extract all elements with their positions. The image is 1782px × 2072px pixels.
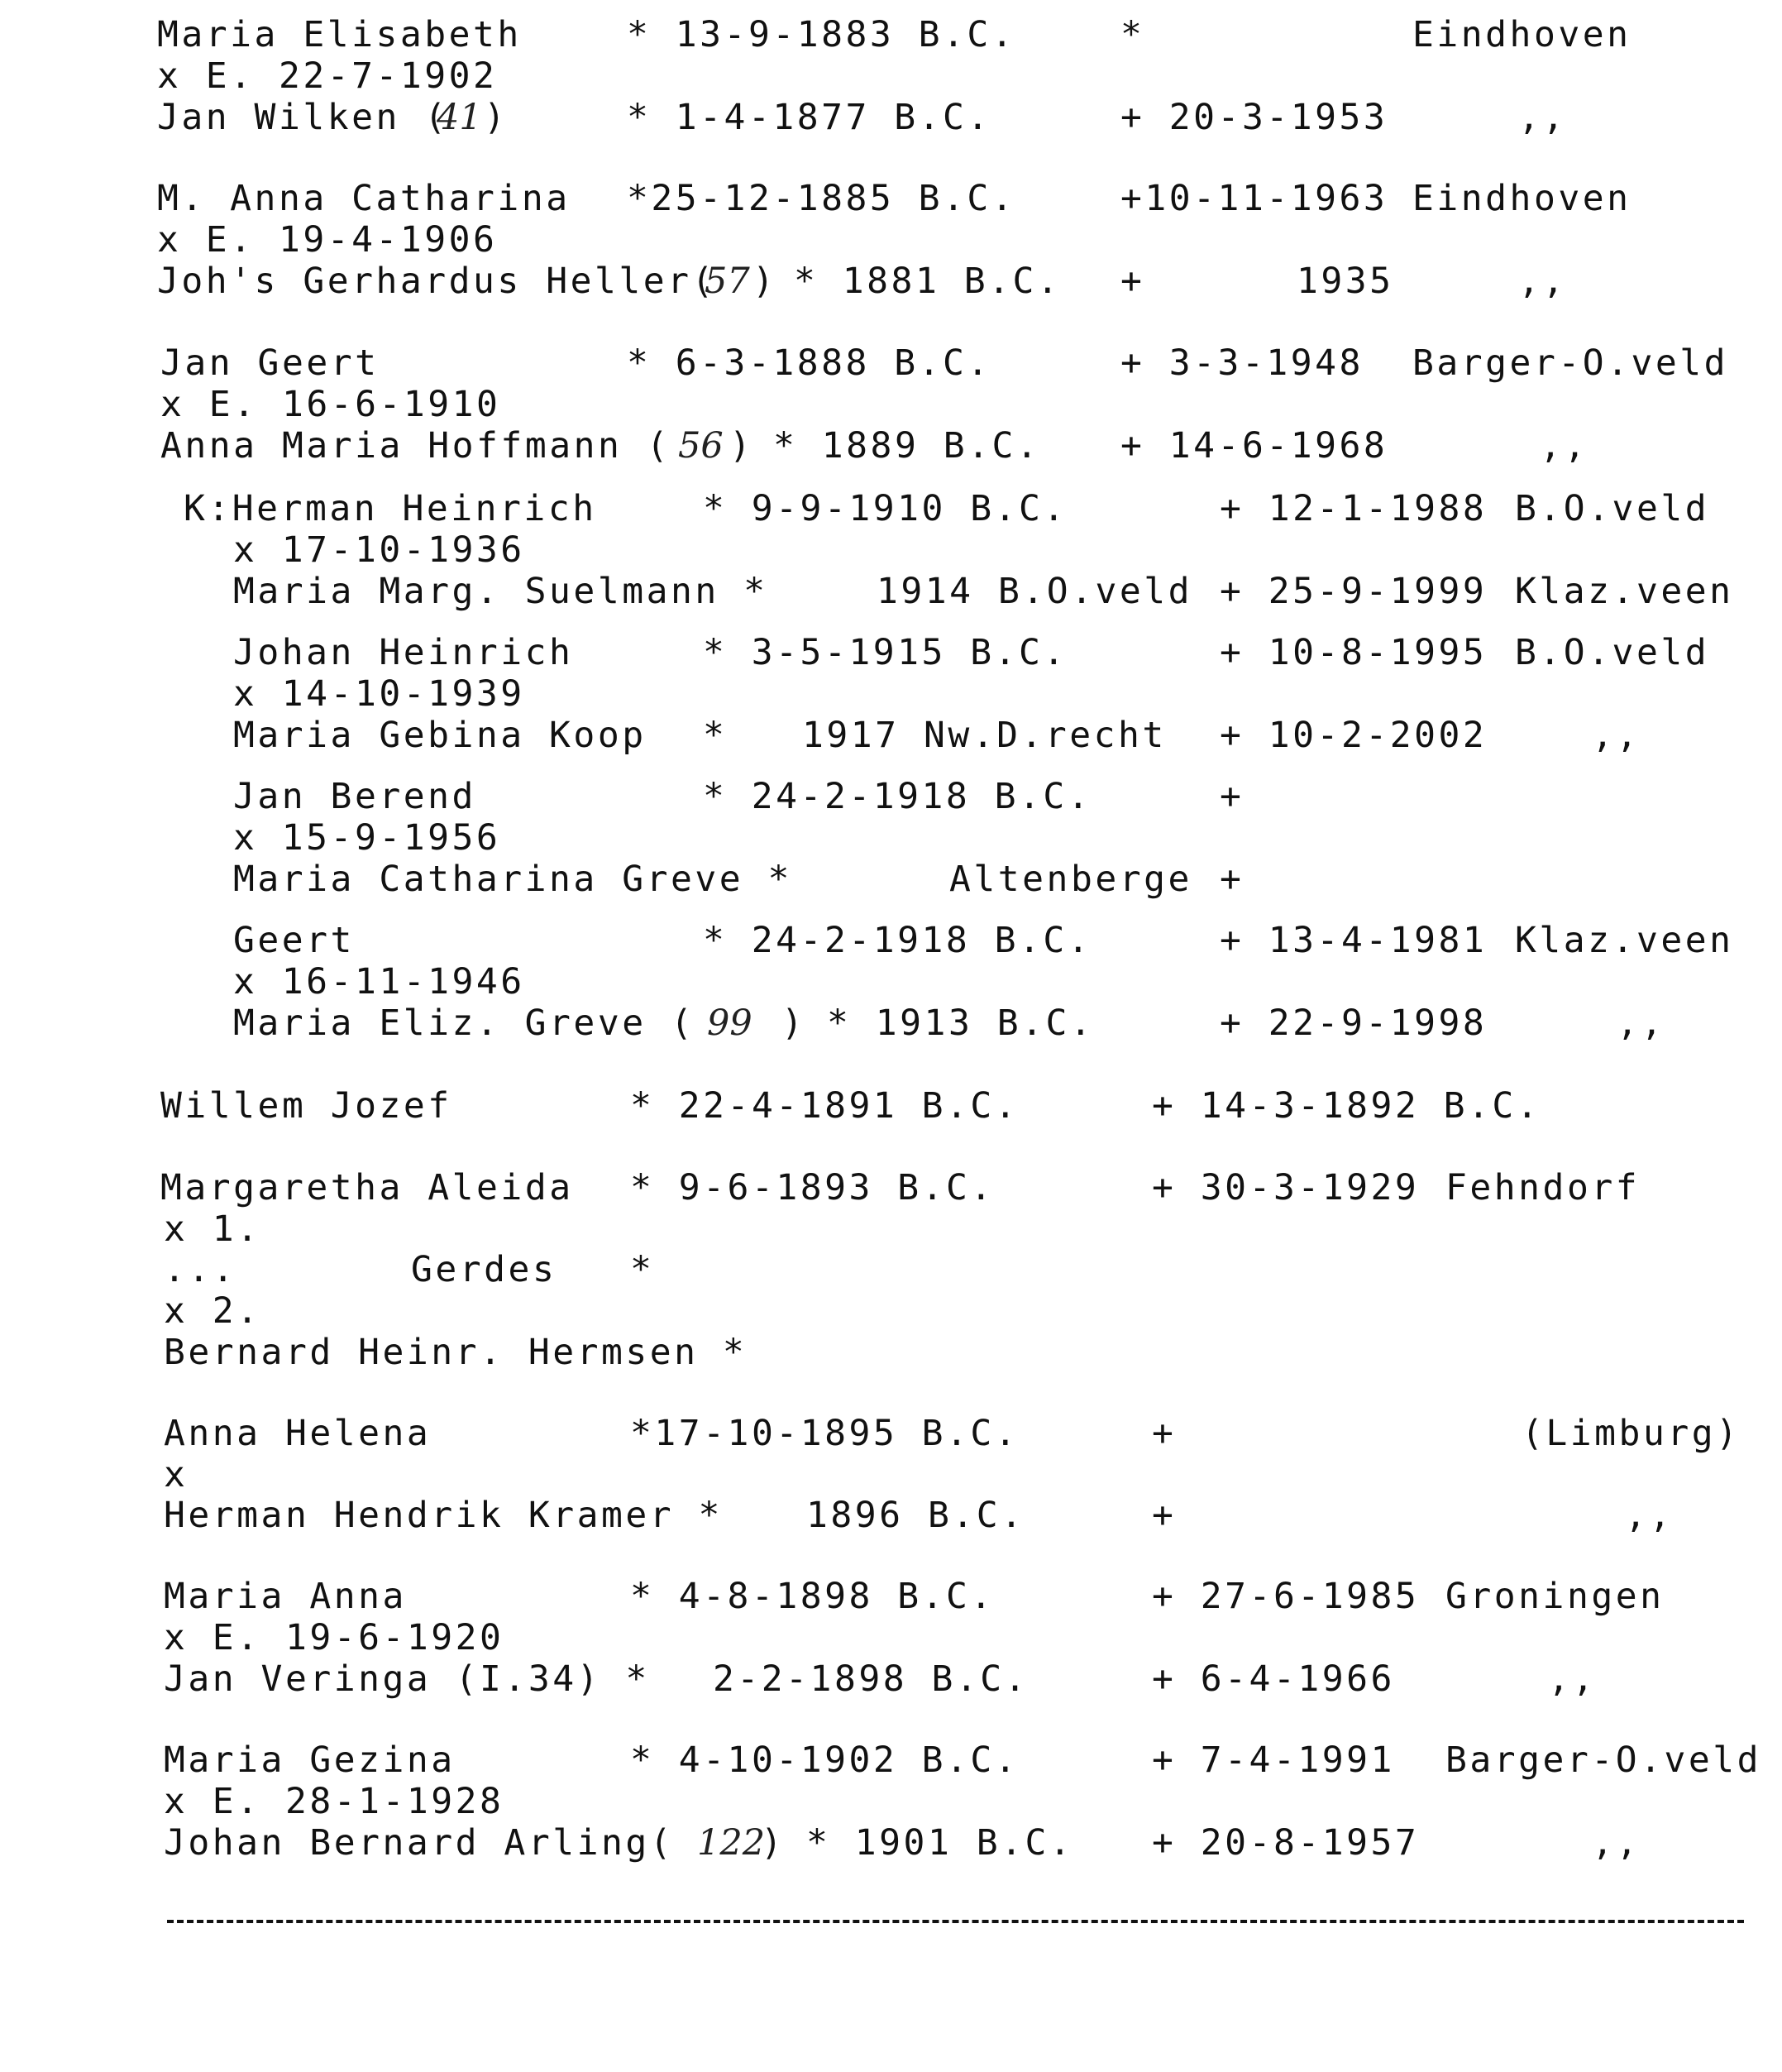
entry-line	[0, 1166, 1782, 1213]
spouse-birth: * 1-4-1877 B.C.	[627, 97, 991, 138]
marriage-date: x E. 28-1-1928	[164, 1781, 504, 1822]
child-line	[0, 919, 1782, 965]
spouse-birth: 2-2-1898 B.C.	[713, 1658, 1030, 1700]
place: Barger-O.veld	[1445, 1739, 1762, 1781]
entry-line	[0, 1739, 1782, 1785]
child-spouse-place: ,,	[1617, 1003, 1665, 1044]
child-spouse-line	[0, 1002, 1782, 1048]
entry-line	[0, 13, 1782, 60]
marriage-date: x E. 19-6-1920	[164, 1617, 504, 1658]
child-birth: * 9-9-1910 B.C.	[703, 488, 1068, 529]
child-marriage-line	[0, 529, 1782, 575]
ref-close: )	[761, 1822, 786, 1864]
entry-line	[0, 1412, 1782, 1458]
marriage-line	[0, 1453, 1782, 1500]
person-name: Maria Elisabeth	[157, 14, 522, 55]
spouse-1-birth: *	[630, 1249, 655, 1290]
person-name: Margaretha Aleida	[160, 1167, 574, 1208]
child-marriage-date: x 14-10-1939	[233, 673, 525, 715]
death-date: + 30-3-1929	[1152, 1167, 1420, 1208]
spouse-death: + 14-6-1968	[1120, 425, 1388, 467]
marriage-line	[0, 218, 1782, 265]
handwritten-ref: 56	[678, 425, 724, 467]
spouse-death: + 6-4-1966	[1152, 1658, 1395, 1700]
child-death: + 10-8-1995	[1220, 632, 1488, 673]
spouse-line	[0, 1658, 1782, 1704]
birth-date: * 13-9-1883 B.C.	[627, 14, 1016, 55]
spouse-place: ,,	[1548, 1658, 1597, 1700]
person-name: Maria Gezina	[164, 1739, 456, 1781]
marriage-line	[0, 1616, 1782, 1663]
spouse-death: + 20-3-1953	[1120, 97, 1388, 138]
spouse-place: ,,	[1592, 1822, 1641, 1864]
handwritten-ref: 99	[707, 1003, 752, 1044]
child-spouse-line	[0, 858, 1782, 904]
child-spouse-line	[0, 714, 1782, 760]
birth-date: * 6-3-1888 B.C.	[627, 342, 991, 384]
death-date: + 7-4-1991	[1152, 1739, 1395, 1781]
child-death: +	[1220, 776, 1245, 817]
place: Eindhoven	[1412, 178, 1632, 219]
child-spouse-name: Maria Gebina Koop	[233, 715, 647, 756]
child-spouse-name: Maria Catharina Greve *	[233, 859, 792, 900]
spouse-birth: * 1881 B.C.	[794, 261, 1062, 302]
death-date: + 14-3-1892 B.C.	[1152, 1085, 1541, 1127]
child-spouse-name: Maria Eliz. Greve (	[233, 1003, 695, 1044]
birth-date: *17-10-1895 B.C.	[630, 1413, 1020, 1454]
child-marriage-date: x 16-11-1946	[233, 961, 525, 1003]
birth-date: * 9-6-1893 B.C.	[630, 1167, 995, 1208]
spouse-place: ,,	[1540, 425, 1589, 467]
entry-line	[0, 342, 1782, 388]
marriage-line	[0, 1780, 1782, 1826]
spouse-line	[0, 1494, 1782, 1540]
child-spouse-birth: Altenberge	[949, 859, 1192, 900]
child-line	[0, 487, 1782, 534]
person-name: Jan Geert	[160, 342, 380, 384]
child-name: K:Herman Heinrich	[184, 488, 597, 529]
marriage-date: x E. 22-7-1902	[157, 55, 498, 97]
spouse-place: ,,	[1518, 261, 1567, 302]
child-spouse-birth: * 1913 B.C.	[827, 1003, 1095, 1044]
child-death: + 13-4-1981	[1220, 920, 1488, 961]
child-spouse-death: + 25-9-1999	[1220, 571, 1488, 612]
place: Eindhoven	[1412, 14, 1632, 55]
child-marriage-date: x 17-10-1936	[233, 529, 525, 571]
spouse-death: + 20-8-1957	[1152, 1822, 1420, 1864]
marriage-line	[0, 55, 1782, 101]
marriage-line	[0, 383, 1782, 429]
spouse-line	[0, 1248, 1782, 1294]
ref-close: )	[484, 97, 509, 138]
entry-line	[0, 1575, 1782, 1621]
spouse-place: ,,	[1625, 1495, 1674, 1536]
marriage-date: x E. 16-6-1910	[160, 384, 501, 425]
child-spouse-place: ,,	[1592, 715, 1641, 756]
spouse-birth: * 1889 B.C.	[773, 425, 1041, 467]
death-date: + 3-3-1948	[1120, 342, 1364, 384]
spouse-1-unknown: ...	[164, 1249, 237, 1290]
child-spouse-birth: 1917 Nw.D.recht	[802, 715, 1167, 756]
child-death: + 12-1-1988	[1220, 488, 1488, 529]
spouse-2-name: Bernard Heinr. Hermsen *	[164, 1332, 748, 1373]
spouse-birth: * 1901 B.C.	[806, 1822, 1074, 1864]
child-spouse-star: *	[703, 715, 728, 756]
ref-close: )	[729, 425, 754, 467]
place: Fehndorf	[1445, 1167, 1641, 1208]
spouse-line	[0, 260, 1782, 306]
death-date: +	[1152, 1413, 1177, 1454]
place: (Limburg)	[1522, 1413, 1741, 1454]
spouse-line	[0, 1821, 1782, 1868]
spouse-death: +	[1152, 1495, 1177, 1536]
entry-line	[0, 1084, 1782, 1131]
spouse-name: Anna Maria Hoffmann (	[160, 425, 671, 467]
marriage-1: x 1.	[164, 1208, 261, 1250]
place: Barger-O.veld	[1412, 342, 1729, 384]
marriage-line	[0, 1208, 1782, 1254]
spouse-place: ,,	[1518, 97, 1567, 138]
child-birth: * 24-2-1918 B.C.	[703, 776, 1092, 817]
spouse-name: Herman Hendrik Kramer *	[164, 1495, 723, 1536]
child-marriage-date: x 15-9-1956	[233, 817, 501, 859]
spouse-line	[0, 424, 1782, 471]
child-spouse-death: + 22-9-1998	[1220, 1003, 1488, 1044]
place: Groningen	[1445, 1576, 1665, 1617]
child-birth: * 24-2-1918 B.C.	[703, 920, 1092, 961]
child-birth: * 3-5-1915 B.C.	[703, 632, 1068, 673]
child-place: B.O.veld	[1515, 488, 1710, 529]
handwritten-ref: 57	[705, 261, 750, 302]
birth-date: *25-12-1885 B.C.	[627, 178, 1016, 219]
birth-date: * 22-4-1891 B.C.	[630, 1085, 1020, 1127]
person-name: Maria Anna	[164, 1576, 407, 1617]
person-name: Anna Helena	[164, 1413, 432, 1454]
spouse-line	[0, 96, 1782, 142]
person-name: M. Anna Catharina	[157, 178, 571, 219]
spouse-name: Jan Veringa (I.34) *	[164, 1658, 650, 1700]
death-date: *	[1120, 14, 1145, 55]
child-spouse-death: +	[1220, 859, 1245, 900]
marriage-date: x E. 19-4-1906	[157, 219, 498, 261]
child-name: Johan Heinrich	[233, 632, 574, 673]
marriage-line	[0, 1290, 1782, 1336]
ref-close: )	[781, 1003, 806, 1044]
entry-line	[0, 177, 1782, 223]
marriage-2: x 2.	[164, 1290, 261, 1332]
child-spouse-name: Maria Marg. Suelmann *	[233, 571, 768, 612]
child-place: B.O.veld	[1515, 632, 1710, 673]
person-name: Willem Jozef	[160, 1085, 452, 1127]
marriage-date: x	[164, 1454, 189, 1495]
death-date: +10-11-1963	[1120, 178, 1388, 219]
spouse-line	[0, 1331, 1782, 1377]
child-marriage-line	[0, 816, 1782, 863]
handwritten-ref: 122	[697, 1822, 766, 1864]
child-marriage-line	[0, 960, 1782, 1007]
birth-date: * 4-8-1898 B.C.	[630, 1576, 995, 1617]
child-line	[0, 631, 1782, 677]
birth-date: * 4-10-1902 B.C.	[630, 1739, 1020, 1781]
spouse-birth: 1896 B.C.	[806, 1495, 1025, 1536]
spouse-name: Jan Wilken (	[157, 97, 449, 138]
child-place: Klaz.veen	[1515, 920, 1734, 961]
death-date: + 27-6-1985	[1152, 1576, 1420, 1617]
child-name: Jan Berend	[233, 776, 476, 817]
child-spouse-birth: 1914 B.O.veld	[877, 571, 1193, 612]
spouse-1-surname: Gerdes	[411, 1249, 557, 1290]
handwritten-ref: 41	[437, 97, 482, 138]
child-spouse-place: Klaz.veen	[1515, 571, 1734, 612]
child-name: Geert	[233, 920, 355, 961]
child-spouse-line	[0, 570, 1782, 616]
child-spouse-death: + 10-2-2002	[1220, 715, 1488, 756]
child-marriage-line	[0, 672, 1782, 719]
child-line	[0, 775, 1782, 821]
spouse-death-year: 1935	[1297, 261, 1394, 302]
spouse-name: Johan Bernard Arling(	[164, 1822, 675, 1864]
spouse-name: Joh's Gerhardus Heller(	[157, 261, 716, 302]
spouse-death: +	[1120, 261, 1145, 302]
dashed-divider	[167, 1920, 1744, 1923]
ref-close: )	[752, 261, 777, 302]
